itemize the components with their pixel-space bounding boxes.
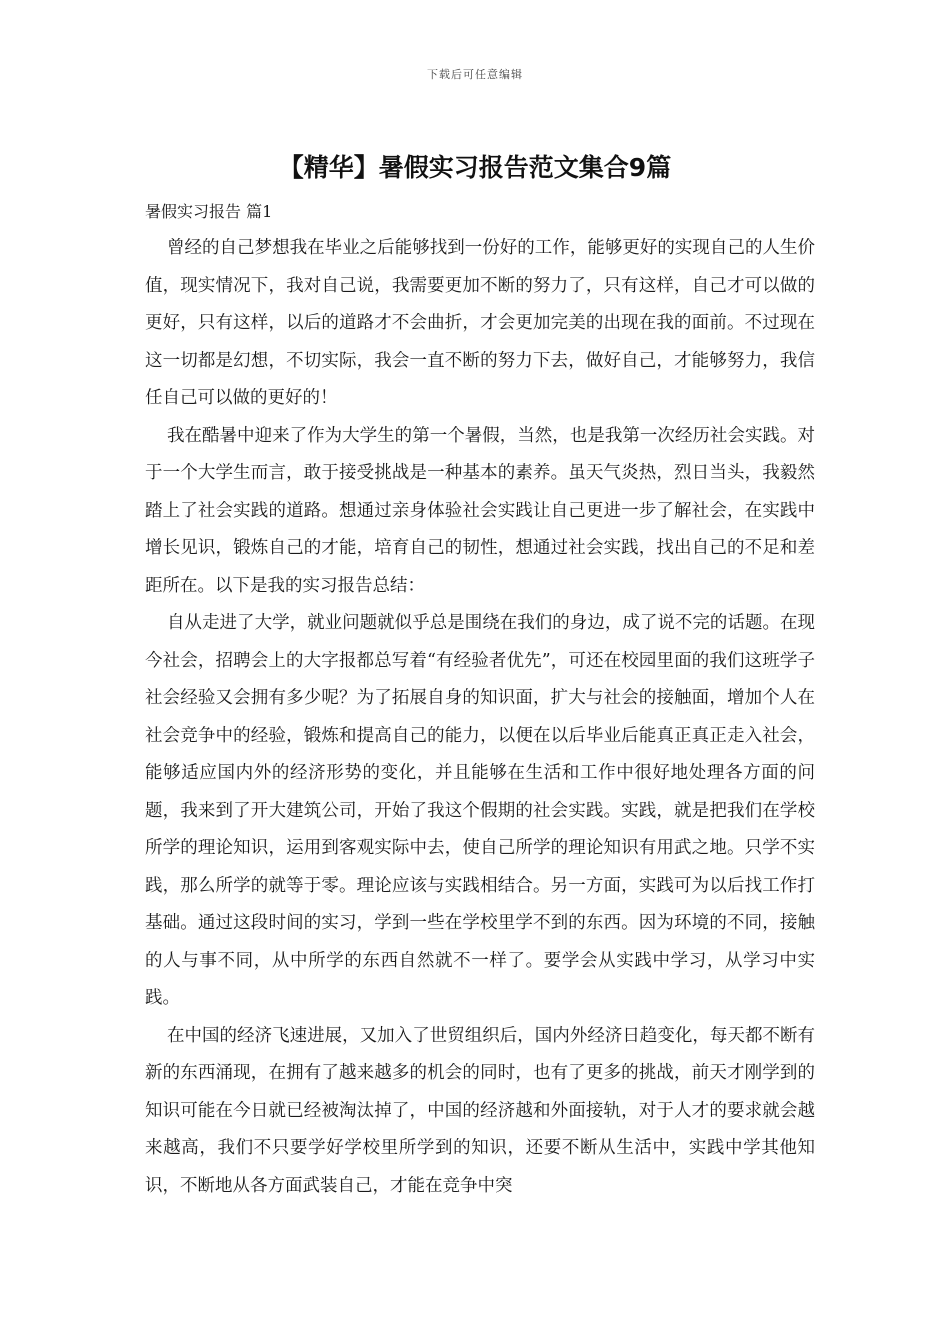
paragraph-2: 我在酷暑中迎来了作为大学生的第一个暑假，当然，也是我第一次经历社会实践。对于一个大学生而言，敢于接受挑战是一种基本的素养。虽天气炎热，烈日当头，我毅然踏上了社会实践的道路。想通过亲身体验社会实践让自己更进一步了解社会，在实践中增长见识，锻炼自己的才能，培育自己的韧性，想通过社会实践，找出自己的不足和差距所在。以下是我的实习报告总结： <box>145 425 815 596</box>
paragraph-3: 自从走进了大学，就业问题就似乎总是围绕在我们的身边，成了说不完的话题。在现今社会，招聘会上的大字报都总写着“有经验者优先”，可还在校园里面的我们这班学子社会经验又会拥有多少呢？为了拓展自身的知识面，扩大与社会的接触面，增加个人在社会竞争中的经验，锻炼和提高自己的能力，以便在以后毕业后能真正真正走入社会，能够适应国内外的经济形势的变化，并且能够在生活和工作中很好地处理各方面的问题，我来到了开大建筑公司，开始了我这个假期的社会实践。实践，就是把我们在学校所学的理论知识，运用到客观实际中去，使自己所学的理论知识有用武之地。只学不实践，那么所学的就等于零。理论应该与实践相结合。另一方面，实践可为以后找工作打基础。通过这段时间的实习，学到一些在学校里学不到的东西。因为环境的不同，接触的人与事不同，从中所学的东西自然就不一样了。要学会从实践中学习，从学习中实践。 <box>145 613 815 1008</box>
paragraph-1: 曾经的自己梦想我在毕业之后能够找到一份好的工作，能够更好的实现自己的人生价值，现实情况下，我对自己说，我需要更加不断的努力了，只有这样，自己才可以做的更好，只有这样，以后的道路才不会曲折，才会更加完美的出现在我的面前。不过现在这一切都是幻想，不切实际，我会一直不断的努力下去，做好自己，才能够努力，我信任自己可以做的更好的！ <box>145 238 815 408</box>
paragraph-4: 在中国的经济飞速进展，又加入了世贸组织后，国内外经济日趋变化，每天都不断有新的东西涌现，在拥有了越来越多的机会的同时，也有了更多的挑战，前天才刚学到的知识可能在今日就已经被淘汰掉了，中国的经济越和外面接轨，对于人才的要求就会越来越高，我们不只要学好学校里所学到的知识，还要不断从生活中，实践中学其他知识，不断地从各方面武装自己，才能在竞争中突 <box>145 1025 815 1196</box>
section-heading: 暑假实习报告 篇1 <box>145 202 273 221</box>
document-body <box>145 198 815 1205</box>
header-note: 下载后可任意编辑 <box>427 68 523 81</box>
document-title: 【精华】暑假实习报告范文集合9篇 <box>278 153 672 182</box>
